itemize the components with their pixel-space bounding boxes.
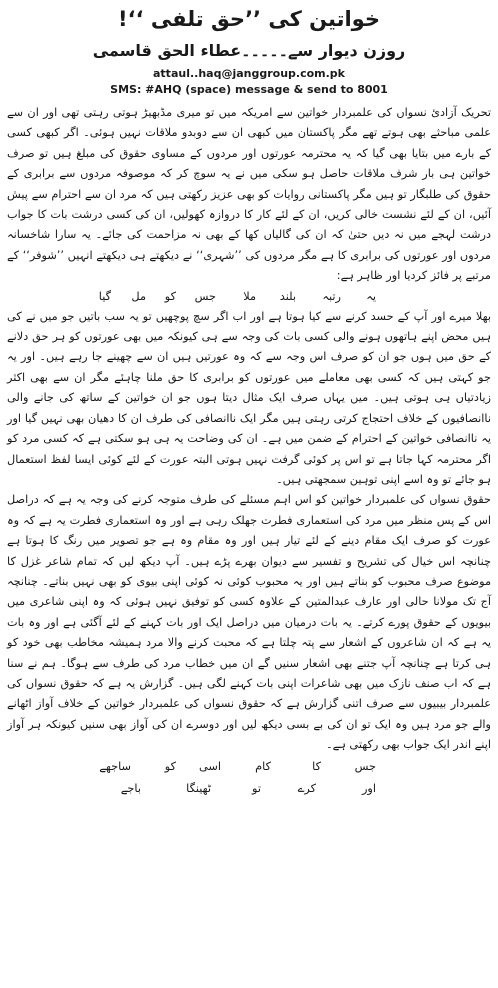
couplet-word: جس bbox=[354, 759, 376, 773]
couplet-word: اسی bbox=[198, 759, 221, 773]
closing-couplet-line-2 bbox=[7, 778, 491, 800]
article-title: خواتین کی ’’حق تلفی ‘‘! bbox=[118, 7, 380, 31]
article-paragraph: تحریک آزادیٔ نسواں کی علمبردار خواتین سے امریکہ میں تو میری مڈبھیڑ ہوتی رہتی تھی اور ان سے علمی مباحثے بھی ہوتے تھے مگر پاکستان میں کبھی ان سے دوبدو ملاقات نہیں ہوئی۔ اگر کبھی کسی کے بارے میں بتایا بھی گیا کہ یہ محترمہ عورتوں اور مردوں کے مساوی حقوق کی مبلغ ہیں تو صرف خواتین ہی بار شرف ملاقات حاصل ہو سکی میں نے یہ سوچ کر کہ موصوفہ مردوں سے برابری کے حقوق کی طلبگار تو ہیں مگر پاکستانی روایات کو بھی عزیز رکھتی ہیں کہ مرد ان سے احترام سے پیش آئیں، ان کے لئے نشست خالی کریں، ان کے لئے کار کا دروازہ کھولیں، ان کی کسی درشت بات کا جواب درشت لہجے میں نہ دیں حتیٰ کہ ان کی گالیاں کھا کے بھی نہ مزاحمت کی جائے۔ یہ سارا شاخسانہ مردوں اور عورتوں کی برابری کا ہے مگر مردوں کی ’’شہری‘‘ نے دیکھتے ہی دیکھتے انہیں ’’شوفر‘‘ کے مرتبے پر فائز کردیا اور ظاہر ہے: bbox=[7, 106, 491, 283]
verse-word: یہ bbox=[366, 289, 376, 303]
couplet-word: تو bbox=[252, 781, 261, 795]
article-column bbox=[7, 0, 491, 800]
verse-word: رتبہ bbox=[322, 289, 341, 303]
couplet-word: اور bbox=[361, 781, 376, 795]
verse-word: مل bbox=[131, 289, 146, 303]
couplet-word: کام bbox=[255, 759, 271, 773]
verse-word: بلند bbox=[279, 289, 296, 303]
verse-word: ملا bbox=[243, 289, 256, 303]
author-email[interactable]: attaul..haq@janggroup.com.pk bbox=[153, 67, 345, 80]
article-paragraph: حقوق نسواں کی علمبردار خواتین کو اس اہم مسئلے کی طرف متوجہ کرنے کی وجہ یہ ہے کہ دراصل اس کے پس منظر میں مرد کی استعماری فطرت جھلک رہی ہے اور وہ استعماری فطرت یہ ہے کہ وہ عورت کو صرف ایک مقام دینے کے لئے تیار ہیں اور وہ مقام وہ ہے جو تصویر میں رنگ کا ہوتا ہے چنانچہ اس خیال کی تشریح و تفسیر سے دیوان بھرے پڑے ہیں۔ آپ دیکھ لیں کہ تمام شاعر غزل کا موضوع صرف محبوب کو بناتے ہیں اور یہ محبوب کوئی نہ کوئی اپنی بیوی کو بھی نہیں بناتے۔ چنانچہ آج تک مولانا حالی اور عارف عبدالمتین کے علاوہ کسی کو توفیق نہیں ہوئی کہ وہ اپنی شاعری میں بیویوں کے حقوق پورے کرتے۔ یہ بات درمیان میں دراصل ایک اور بات کہنے کے لئے آگئی ہے اور وہ بات یہ ہے کہ ان شاعروں کے اشعار سے پتہ چلتا ہے کہ محبت کرنے والا مرد ہمیشہ مخاطب بھی خود کو ہی کرتا ہے چنانچہ آپ جتنے بھی اشعار سنیں گے ان میں خطاب مرد کی طرف سے ہوگا۔ ہم نے سنا ہے کہ اب صنف نازک میں بھی شاعرات اپنی بات کہنے لگی ہیں۔ گزارش یہ ہے کہ حقوق نسواں کی علمبردار بیبیوں سے صرف اتنی گزارش ہے کہ حقوق نسواں کی علمبردار خواتین کے خلاف آواز اٹھانے والے جو مرد ہیں وہ ایک تو ان کی بے بسی دیکھ لیں اور دوسرے ان کی آواز بھی سنیں کیونکہ ہر آواز اپنے اندر ایک جواب بھی رکھتی ہے۔ bbox=[7, 493, 491, 752]
couplet-word: باجے bbox=[120, 781, 141, 795]
closing-couplet-line-1 bbox=[7, 756, 491, 778]
couplet-word: کا bbox=[312, 759, 321, 773]
verse-word: جس bbox=[194, 289, 216, 303]
verse-word: گیا bbox=[98, 289, 111, 303]
couplet-word: کرے bbox=[297, 781, 316, 795]
couplet-word: کو bbox=[164, 759, 176, 773]
verse-line bbox=[7, 287, 491, 307]
article-byline: روزن دیوار سے۔۔۔۔۔عطاء الحق قاسمی bbox=[92, 41, 406, 60]
article-paragraph: بھلا میرے اور آپ کے حسد کرنے سے کیا ہوتا ہے اور اب اگر سچ پوچھیں تو یہ سب باتیں جو میں نے کی ہیں محض اپنے ہاتھوں ہونے والی کسی بات کی وجہ سے ہی کیونکہ میں بھی عورتوں کو ہر حق دلانے کے حق میں ہوں جو ان کو صرف اس وجہ سے کہ وہ عورتیں ہیں ان سے چھینے جا رہے ہیں۔ اور یہ جو کہتی ہیں کہ کسی بھی معاملے میں عورتوں کو برابری کا حق ملنا چاہئے مگر ان سے بھی اکثر زیادتیاں ہی ہوتی ہیں۔ میں یہاں صرف ایک مثال دیتا ہوں جو ان خواتین کے ساتھ کی جانے والی ناانصافیوں کے خلاف احتجاج کرتی رہتی ہیں مگر ایک ناانصافی کی طرف ان کا دھیان بھی نہیں گیا اور یہ ناانصافی خواتین کے احترام کے ضمن میں ہے۔ ان کی وضاحت یہ ہی ہو سکتی ہے کہ کسی مرد کو اگر محترمہ کہا جاتا ہے تو اس پر کوئی گرفت نہیں ہوتی البتہ عورت کے لئے کوئی ایسا لفظ استعمال ہو جائے تو وہ اسے اپنی توہین سمجھتی ہیں۔ bbox=[7, 309, 491, 486]
sms-instructions: SMS: #AHQ (space) message & send to 8001 bbox=[110, 83, 388, 96]
couplet-word: ٹھینگا bbox=[186, 781, 211, 795]
verse-word: کو bbox=[164, 289, 176, 303]
couplet-word: ساجھے bbox=[99, 759, 131, 773]
